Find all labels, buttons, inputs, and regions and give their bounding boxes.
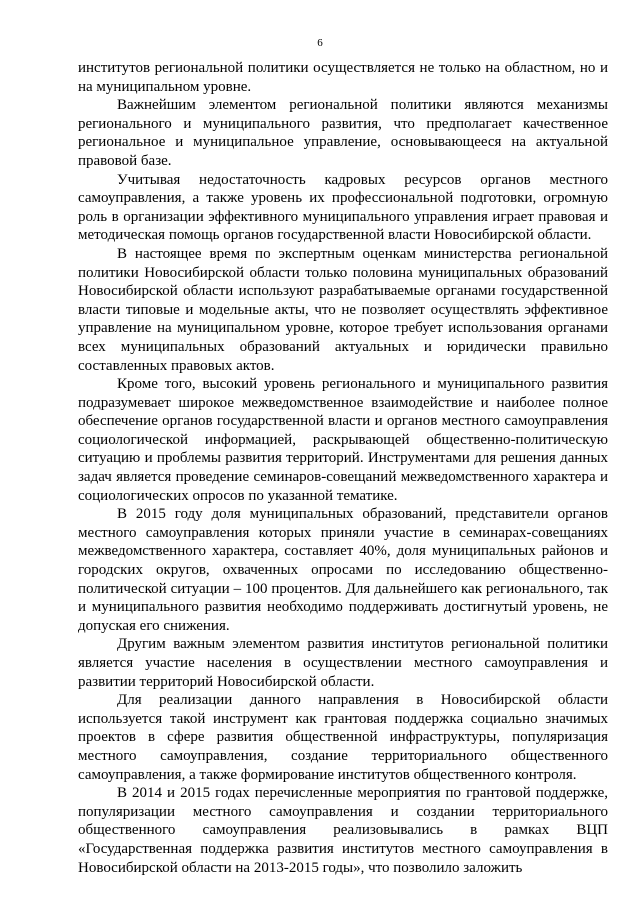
paragraph: Другим важным элементом развития институтов региональной политики является участие населения в осуществлении местного самоуправления и развитии территорий Новосибирской области.: [78, 636, 608, 690]
paragraph: В 2014 и 2015 годах перечисленные мероприятия по грантовой поддержке, популяризации местного самоуправления и создании территориального общественного самоуправления реализовывались в рамках ВЦП «Государственная поддержка развития институтов местного самоуправления в Новосибирской области на 2013-2015 годы», что позволило заложить: [78, 785, 608, 876]
document-body: [78, 59, 608, 877]
page-number: 6: [317, 37, 323, 49]
paragraph: Для реализации данного направления в Новосибирской области используется такой инструмент как грантовая поддержка социально значимых проектов в сфере развития общественной инфраструктуры, популяризация местного самоуправления, создание территориального общественного самоуправления, а также формирование институтов общественного контроля.: [78, 692, 608, 783]
paragraph: В 2015 году доля муниципальных образований, представители органов местного самоуправления которых приняли участие в семинарах-совещаниях межведомственного характера, составляет 40%, доля муниципальных районов и городских округов, охваченных опросами по исследованию общественно-политической ситуации – 100 процентов. Для дальнейшего как регионального, так и муниципального развития необходимо поддерживать достигнутый уровень, не допуская его снижения.: [78, 506, 608, 634]
paragraph: Учитывая недостаточность кадровых ресурсов органов местного самоуправления, а также уровень их профессиональной подготовки, огромную роль в организации эффективного муниципального управления играет правовая и методическая помощь органов государственной власти Новосибирской области.: [78, 171, 608, 244]
paragraph-continuation: институтов региональной политики осуществляется не только на областном, но и на муниципальном уровне.: [78, 60, 608, 95]
paragraph: Важнейшим элементом региональной политики являются механизмы регионального и муниципального развития, что предполагает качественное региональное и муниципальное управление, основывающееся на актуальной правовой базе.: [78, 97, 608, 169]
paragraph: В настоящее время по экспертным оценкам министерства региональной политики Новосибирской области только половина муниципальных образований Новосибирской области используют разрабатываемые органами государственной власти типовые и модельные акты, что не позволяет осуществлять эффективное управление на муниципальном уровне, которое требует использования органами всех муниципальных образований актуальных и юридически правильно составленных правовых актов.: [78, 245, 608, 374]
paragraph: Кроме того, высокий уровень регионального и муниципального развития подразумевает широкое межведомственное взаимодействие и наиболее полное обеспечение органов государственной власти и органов местного самоуправления социологической информацией, раскрывающей общественно-политическую ситуацию и проблемы развития территорий. Инструментами для решения данных задач является проведение семинаров-совещаний межведомственного характера и социологических опросов по указанной тематике.: [78, 376, 608, 504]
